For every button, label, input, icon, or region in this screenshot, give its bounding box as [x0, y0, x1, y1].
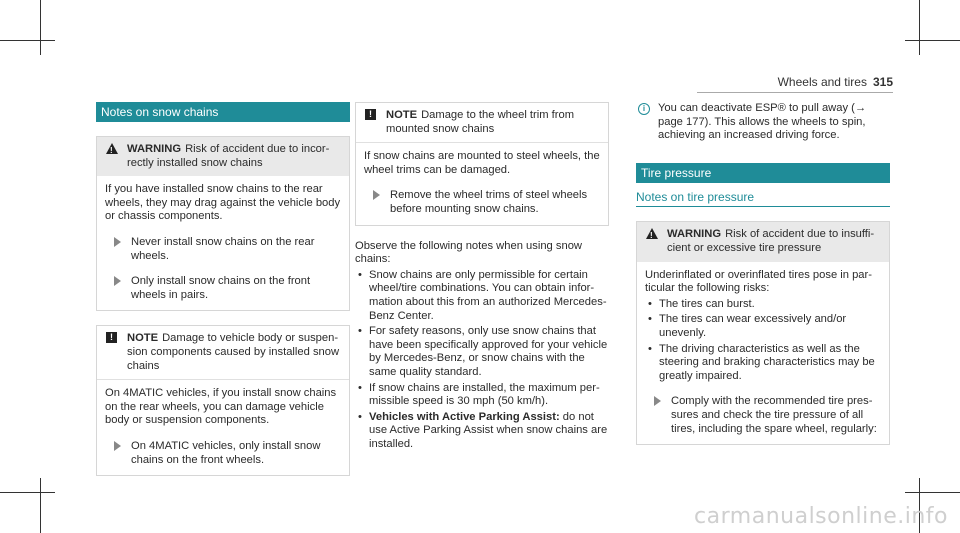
note-body: On 4MATIC vehicles, if you install snow chains on the rear wheels, you can damage vehicle body or suspension components.	[105, 387, 337, 427]
list-item	[355, 411, 609, 452]
subsection-heading: Notes on tire pressure	[636, 191, 890, 208]
instruction-step: Never install snow chains on the rear wheels.	[105, 236, 341, 263]
note-header	[356, 103, 608, 142]
crop-mark	[905, 492, 960, 493]
warning-box	[96, 136, 350, 311]
crop-mark	[919, 0, 920, 55]
note-icon: !	[106, 332, 118, 343]
warning-box	[636, 221, 890, 445]
warning-body: If you have installed snow chains to the rear wheels, they may drag against the vehicle body or chassis components.	[105, 183, 341, 223]
warning-text: Risk of accident due to incorrectly installed snow chains	[127, 143, 330, 169]
warning-text: Risk of accident due to insufficient or excessive tire pressure	[667, 228, 875, 254]
list-item-text: do not use Active Parking Assist when snow chains are installed.	[369, 410, 608, 450]
arrow-icon	[114, 276, 121, 286]
info-icon: i	[638, 103, 650, 115]
list-item: • Snow chains are only permissible for certain wheel/tire combinations. You can obtain information about this from an authorized Mercedes-Benz Center.	[355, 269, 609, 323]
note-keyword: NOTE	[127, 332, 159, 345]
crop-mark	[0, 40, 55, 41]
warning-keyword: WARNING	[127, 143, 182, 155]
instruction-step: On 4MATIC vehicles, only install snow chains on the front wheels.	[105, 440, 341, 467]
note-text: Damage to vehicle body or suspension components caused by installed snow chains	[127, 332, 340, 372]
warning-body: Underinflated or overinflated tires pose in particular the following risks:	[645, 268, 872, 295]
list-item: • If snow chains are installed, the maximum permissible speed is 30 mph (50 km/h).	[355, 382, 609, 409]
instruction-step: Comply with the recommended tire pressures and check the tire pressure of all tires, including the spare wheel, regularly:	[645, 395, 881, 436]
section-title: Wheels and tires	[777, 75, 867, 89]
list-item-label: Vehicles with Active Parking Assist:	[369, 410, 560, 423]
bullet-list	[355, 269, 609, 452]
instruction-step: Remove the wheel trims of steel wheels before mounting snow chains.	[364, 189, 600, 216]
list-item: • The driving characteristics as well as the steering and braking characteristics may be greatly impaired.	[645, 343, 881, 384]
note-icon: !	[365, 109, 377, 120]
note-text: Damage to the wheel trim from mounted snow chains	[386, 109, 575, 135]
section-heading: Tire pressure	[636, 163, 890, 183]
note-box	[355, 102, 609, 226]
warning-keyword: WARNING	[667, 228, 722, 241]
page-number: 315	[872, 75, 893, 89]
crop-mark	[905, 40, 960, 41]
arrow-icon	[654, 396, 661, 406]
list-item: • The tires can wear excessively and/or unevenly.	[645, 313, 881, 340]
crop-mark	[40, 0, 41, 55]
note-header	[97, 326, 349, 379]
crop-mark	[40, 478, 41, 533]
note-box	[96, 325, 350, 476]
info-note	[636, 102, 890, 143]
arrow-icon	[114, 237, 121, 247]
note-keyword: NOTE	[386, 109, 418, 121]
intro-text: Observe the following notes when using snow chains:	[355, 239, 582, 266]
section-heading: Notes on snow chains	[96, 102, 350, 122]
watermark: carmanualsonline.info	[694, 504, 948, 529]
instruction-step: Only install snow chains on the front wheels in pairs.	[105, 275, 341, 302]
arrow-icon	[114, 441, 121, 451]
list-item: • The tires can burst.	[645, 298, 881, 312]
page-header	[778, 75, 893, 89]
warning-header	[97, 137, 349, 176]
warning-header	[637, 222, 889, 261]
list-item: • For safety reasons, only use snow chains that have been specifically approved for your vehicle by Mercedes-Benz, or snow chains with the same quality standard.	[355, 325, 609, 379]
column-1	[96, 102, 350, 476]
header-rule	[697, 92, 893, 93]
note-body: If snow chains are mounted to steel wheels, the wheel trims can be damaged.	[364, 150, 600, 176]
column-3	[636, 102, 890, 445]
warning-icon	[646, 228, 658, 239]
column-2	[355, 102, 609, 451]
warning-icon	[106, 143, 118, 154]
bullet-list	[645, 298, 881, 384]
crop-mark	[0, 492, 55, 493]
info-text: You can deactivate ESP® to pull away (→ page 177). This allows the wheels to spin, achieving an increased driving force.	[658, 102, 867, 142]
arrow-icon	[373, 190, 380, 200]
